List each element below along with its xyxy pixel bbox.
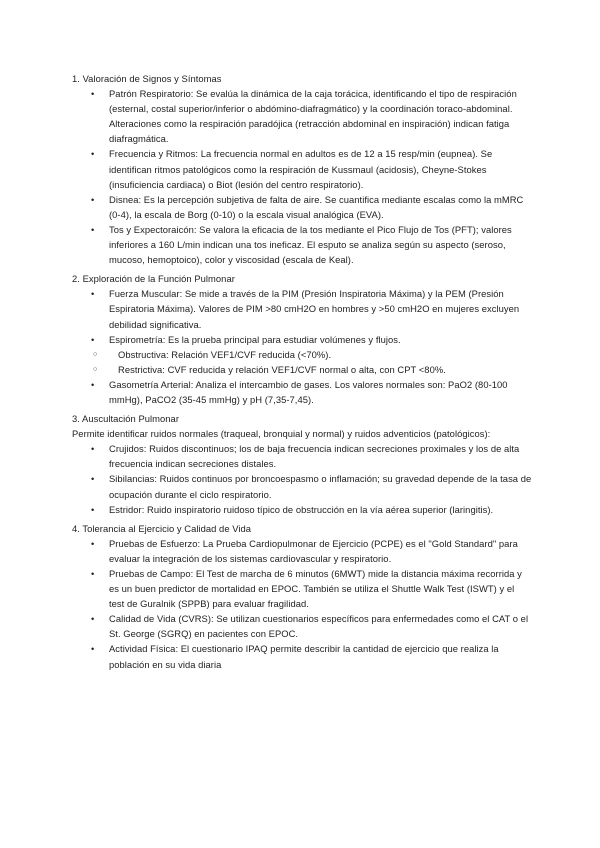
list-item: • Fuerza Muscular: Se mide a través de la PIM (Presión Inspiratoria Máxima) y la PEM (Presión Espiratoria Máxima). Valores de PIM >80 cmH2O en hombres y >50 cmH2O en mujeres excluyen debilidad significativa. xyxy=(72,286,532,331)
list-item: • Estridor: Ruido inspiratorio ruidoso típico de obstrucción en la vía aérea superior (laringitis). xyxy=(72,502,532,517)
section-intro: Permite identificar ruidos normales (traqueal, bronquial y normal) y ruidos adventicios (patológicos): xyxy=(72,428,491,440)
list-item: • Tos y Expectoraicón: Se valora la eficacia de la tos mediante el Pico Flujo de Tos (PFT); valores inferiores a 160 L/min indican una tos ineficaz. El esputo se analiza según su aspecto (seroso, mucoso, hemoptoico), color y viscosidad (escala de Keal). xyxy=(72,222,532,267)
section-heading: 3. Auscultación Pulmonar xyxy=(72,413,179,425)
section-exercise-quality xyxy=(72,521,532,672)
bullet-list xyxy=(72,286,532,346)
section-signs-symptoms xyxy=(72,71,532,267)
section-heading: 4. Tolerancia al Ejercicio y Calidad de Vida xyxy=(72,522,252,534)
bullet-list xyxy=(72,441,532,516)
bullet-list xyxy=(72,86,532,267)
list-item: • Gasometría Arterial: Analiza el intercambio de gases. Los valores normales son: PaO2 (80-100 mmHg), PaCO2 (35-45 mmHg) y pH (7,35-7,45). xyxy=(72,377,532,407)
section-pulmonary-function xyxy=(72,271,532,407)
section-heading: 2. Exploración de la Función Pulmonar xyxy=(72,273,235,285)
list-item: • Calidad de Vida (CVRS): Se utilizan cuestionarios específicos para enfermedades como el CAT o el St. George (SGRQ) en pacientes con EPOC. xyxy=(72,611,532,641)
document-body xyxy=(72,71,532,672)
sub-list-item: ○ Obstructiva: Relación VEF1/CVF reducida (<70%). xyxy=(72,347,532,362)
list-item: • Espirometría: Es la prueba principal para estudiar volúmenes y flujos. xyxy=(72,332,532,347)
list-item: • Disnea: Es la percepción subjetiva de falta de aire. Se cuantifica mediante escalas como la mMRC (0-4), la escala de Borg (0-10) o la escala visual analógica (EVA). xyxy=(72,192,532,222)
section-heading: 1. Valoración de Signos y Síntomas xyxy=(72,73,222,84)
sub-list-item: ○ Restrictiva: CVF reducida y relación VEF1/CVF normal o alta, con CPT <80%. xyxy=(72,362,532,377)
bullet-list xyxy=(72,377,532,407)
list-item: • Frecuencia y Ritmos: La frecuencia normal en adultos es de 12 a 15 resp/min (eupnea). Se identifican ritmos patológicos como la respiración de Kussmaul (acidosis), Cheyne-Stokes (insuficiencia cardiaca) o Biot (lesión del centro respiratorio). xyxy=(72,146,532,191)
list-item: • Patrón Respiratorio: Se evalúa la dinámica de la caja torácica, identificando el tipo de respiración (esternal, costal superior/inferior o abdómino-diafragmático) y la coordinación toraco-abdominal. Alteraciones como la respiración paradójica (retracción abdominal en inspiración) indican fatiga diafragmática. xyxy=(72,86,532,146)
list-item: • Crujidos: Ruidos discontinuos; los de baja frecuencia indican secreciones proximales y los de alta frecuencia indican secreciones distales. xyxy=(72,441,532,471)
sub-bullet-list xyxy=(72,347,532,377)
list-item: • Pruebas de Campo: El Test de marcha de 6 minutos (6MWT) mide la distancia máxima recorrida y es un buen predictor de mortalidad en EPOC. También se utiliza el Shuttle Walk Test (ISWT) y el test de Guralnik (SPPB) para evaluar fragilidad. xyxy=(72,566,532,611)
bullet-list xyxy=(72,536,532,672)
list-item: • Pruebas de Esfuerzo: La Prueba Cardiopulmonar de Ejercicio (PCPE) es el "Gold Standard" para evaluar la integración de los sistemas cardiovascular y respiratorio. xyxy=(72,536,532,566)
list-item: • Actividad Física: El cuestionario IPAQ permite describir la cantidad de ejercicio que realiza la población en su vida diaria xyxy=(72,641,532,671)
list-item: • Sibilancias: Ruidos continuos por broncoespasmo o inflamación; su gravedad depende de la tasa de ocupación durante el ciclo respiratorio. xyxy=(72,471,532,501)
section-auscultation xyxy=(72,411,532,517)
